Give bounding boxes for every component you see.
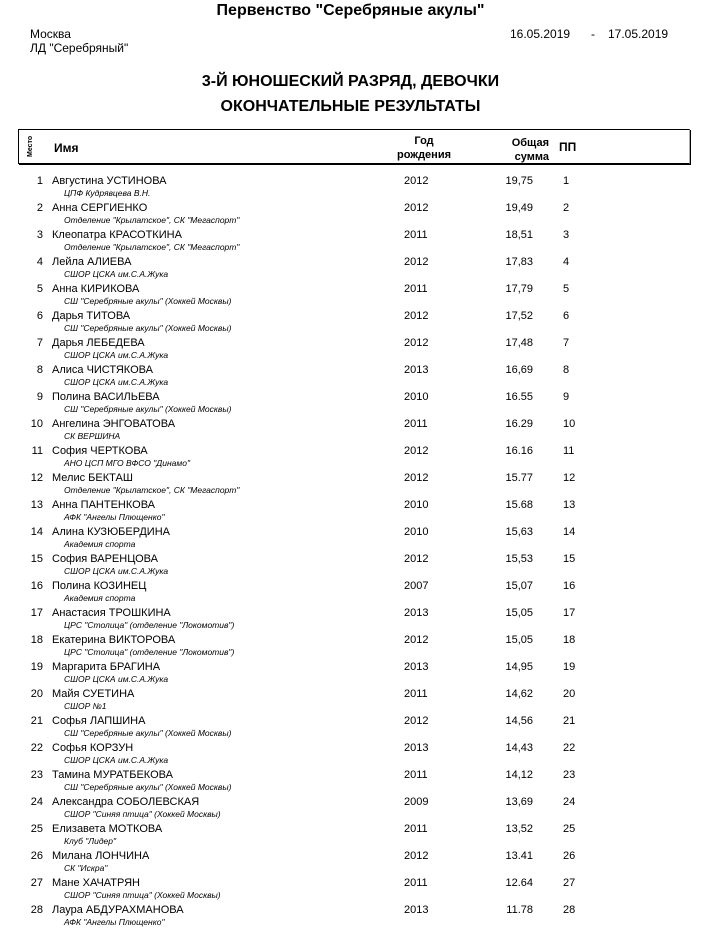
row-skater-name: Милана ЛОНЧИНА — [52, 850, 150, 862]
row-birth-year: 2010 — [404, 499, 429, 511]
results-type-title: ОКОНЧАТЕЛЬНЫЕ РЕЗУЛЬТАТЫ — [220, 98, 481, 115]
row-club: АФК "Ангелы Плющенко" — [64, 917, 165, 927]
row-birth-year: 2010 — [404, 526, 429, 538]
row-birth-year: 2012 — [404, 445, 429, 457]
row-birth-year: 2013 — [404, 904, 429, 916]
table-row — [0, 634, 701, 661]
date-from: 16.05.2019 — [510, 27, 571, 41]
table-row — [0, 877, 701, 904]
row-club: Клуб "Лидер" — [64, 836, 117, 846]
row-skater-name: Алина КУЗЮБЕРДИНА — [52, 526, 170, 538]
row-club: ЦПФ Кудрявцева В.Н. — [64, 188, 151, 198]
row-total-score: 17,48 — [505, 337, 533, 349]
row-rank: 10 — [30, 418, 43, 430]
category-title: 3-Й ЮНОШЕСКИЙ РАЗРЯД, ДЕВОЧКИ — [201, 73, 500, 90]
table-row — [0, 850, 701, 877]
event-title: Первенство "Серебряные акулы" — [216, 2, 485, 19]
row-club: ЦРС "Столица" (отделение "Локомотив") — [64, 620, 235, 630]
row-birth-year: 2013 — [404, 661, 429, 673]
table-row — [0, 769, 701, 796]
row-pp: 3 — [563, 229, 570, 241]
column-header-place: Место — [27, 135, 34, 158]
row-club: Отделение "Крылатское", СК "Мегаспорт" — [64, 215, 240, 225]
row-club: СШОР "Синяя птица" (Хоккей Москвы) — [64, 890, 221, 900]
table-row — [0, 526, 701, 553]
row-club: СК ВЕРШИНА — [64, 431, 121, 441]
row-birth-year: 2013 — [404, 742, 429, 754]
row-club: СК "Искра" — [64, 863, 108, 873]
row-total-score: 16.16 — [505, 445, 533, 457]
row-total-score: 14,95 — [505, 661, 533, 673]
row-total-score: 14,43 — [505, 742, 533, 754]
row-skater-name: София ЧЕРТКОВА — [52, 445, 148, 457]
column-header-name: Имя — [54, 141, 79, 155]
row-skater-name: София ВАРЕНЦОВА — [52, 553, 158, 565]
row-birth-year: 2012 — [404, 472, 429, 484]
row-rank: 9 — [36, 391, 43, 403]
row-skater-name: Мане ХАЧАТРЯН — [52, 877, 140, 889]
row-birth-year: 2012 — [404, 715, 429, 727]
table-row — [0, 499, 701, 526]
row-rank: 17 — [30, 607, 43, 619]
table-header — [18, 129, 690, 164]
table-row — [0, 283, 701, 310]
table-row — [0, 607, 701, 634]
row-total-score: 15,05 — [505, 607, 533, 619]
date-to: 17.05.2019 — [608, 27, 669, 41]
row-birth-year: 2009 — [404, 796, 429, 808]
row-birth-year: 2012 — [404, 256, 429, 268]
table-row — [0, 418, 701, 445]
row-total-score: 15,07 — [505, 580, 533, 592]
row-club: Академия спорта — [64, 539, 136, 549]
row-rank: 22 — [30, 742, 43, 754]
row-club: СШ "Серебряные акулы" (Хоккей Москвы) — [64, 296, 232, 306]
row-pp: 9 — [563, 391, 570, 403]
table-row — [0, 229, 701, 256]
row-pp: 21 — [563, 715, 576, 727]
row-total-score: 17,79 — [505, 283, 533, 295]
row-birth-year: 2011 — [404, 823, 428, 835]
row-rank: 2 — [36, 202, 43, 214]
table-row — [0, 202, 701, 229]
row-birth-year: 2010 — [404, 391, 429, 403]
row-skater-name: Ангелина ЭНГОВАТОВА — [52, 418, 176, 430]
row-total-score: 12.64 — [505, 877, 533, 889]
table-row — [0, 580, 701, 607]
row-rank: 25 — [30, 823, 43, 835]
row-pp: 25 — [563, 823, 576, 835]
row-skater-name: Анна ПАНТЕНКОВА — [52, 499, 155, 511]
row-club: СШОР ЦСКА им.С.А.Жука — [64, 350, 169, 360]
row-total-score: 13.41 — [505, 850, 533, 862]
row-birth-year: 2011 — [404, 229, 428, 241]
row-rank: 20 — [30, 688, 43, 700]
row-pp: 17 — [563, 607, 576, 619]
row-pp: 8 — [563, 364, 570, 376]
row-rank: 7 — [36, 337, 43, 349]
row-total-score: 19,49 — [505, 202, 533, 214]
row-skater-name: Александра СОБОЛЕВСКАЯ — [52, 796, 200, 808]
row-club: СШ "Серебряные акулы" (Хоккей Москвы) — [64, 404, 232, 414]
row-skater-name: Лейла АЛИЕВА — [52, 256, 132, 268]
row-birth-year: 2012 — [404, 310, 429, 322]
row-rank: 15 — [30, 553, 43, 565]
row-club: Отделение "Крылатское", СК "Мегаспорт" — [64, 485, 240, 495]
row-pp: 28 — [563, 904, 576, 916]
row-rank: 21 — [30, 715, 43, 727]
row-rank: 13 — [30, 499, 43, 511]
row-pp: 18 — [563, 634, 576, 646]
column-header-birth-year-line2: рождения — [396, 149, 452, 161]
column-header-total-line1: Общая — [511, 137, 549, 149]
table-row — [0, 364, 701, 391]
row-pp: 23 — [563, 769, 576, 781]
row-skater-name: Маргарита БРАГИНА — [52, 661, 161, 673]
row-club: АФК "Ангелы Плющенко" — [64, 512, 165, 522]
row-pp: 10 — [563, 418, 576, 430]
table-row — [0, 661, 701, 688]
table-row — [0, 310, 701, 337]
row-total-score: 14,56 — [505, 715, 533, 727]
row-skater-name: Софья ЛАПШИНА — [52, 715, 146, 727]
row-birth-year: 2012 — [404, 634, 429, 646]
row-club: СШ "Серебряные акулы" (Хоккей Москвы) — [64, 323, 232, 333]
row-pp: 13 — [563, 499, 576, 511]
row-club: СШОР ЦСКА им.С.А.Жука — [64, 566, 169, 576]
table-row — [0, 175, 701, 202]
row-club: АНО ЦСП МГО ВФСО "Динамо" — [64, 458, 190, 468]
row-rank: 18 — [30, 634, 43, 646]
table-row — [0, 337, 701, 364]
row-rank: 5 — [36, 283, 43, 295]
row-birth-year: 2012 — [404, 553, 429, 565]
table-row — [0, 742, 701, 769]
row-skater-name: Дарья ТИТОВА — [52, 310, 131, 322]
row-club: СШОР "Синяя птица" (Хоккей Москвы) — [64, 809, 221, 819]
row-skater-name: Елизавета МОТКОВА — [52, 823, 163, 835]
table-row — [0, 553, 701, 580]
row-skater-name: Полина ВАСИЛЬЕВА — [52, 391, 160, 403]
row-club: СШОР ЦСКА им.С.А.Жука — [64, 269, 169, 279]
row-total-score: 16.55 — [505, 391, 533, 403]
row-birth-year: 2011 — [404, 877, 428, 889]
column-header-total — [499, 136, 549, 164]
row-rank: 6 — [36, 310, 43, 322]
row-rank: 16 — [30, 580, 43, 592]
row-skater-name: Мелис БЕКТАШ — [52, 472, 133, 484]
row-skater-name: Екатерина ВИКТОРОВА — [52, 634, 176, 646]
column-header-birth-year — [389, 134, 459, 162]
row-pp: 4 — [563, 256, 570, 268]
row-pp: 2 — [563, 202, 570, 214]
row-total-score: 15.77 — [505, 472, 533, 484]
row-birth-year: 2012 — [404, 202, 429, 214]
row-rank: 27 — [30, 877, 43, 889]
column-header-total-line2: сумма — [514, 151, 549, 163]
row-total-score: 14,12 — [505, 769, 533, 781]
row-rank: 12 — [30, 472, 43, 484]
row-rank: 11 — [31, 445, 43, 457]
column-header-birth-year-line1: Год — [414, 135, 434, 147]
row-birth-year: 2011 — [404, 769, 428, 781]
row-pp: 5 — [563, 283, 570, 295]
row-skater-name: Лаура АБДУРАХМАНОВА — [52, 904, 184, 916]
row-rank: 24 — [30, 796, 43, 808]
row-rank: 19 — [30, 661, 43, 673]
row-skater-name: Анна КИРИКОВА — [52, 283, 140, 295]
row-total-score: 16.29 — [505, 418, 533, 430]
row-skater-name: Полина КОЗИНЕЦ — [52, 580, 147, 592]
row-skater-name: Клеопатра КРАСОТКИНА — [52, 229, 182, 241]
row-total-score: 17,83 — [505, 256, 533, 268]
row-skater-name: Августина УСТИНОВА — [52, 175, 167, 187]
results-table-body — [0, 175, 701, 931]
row-birth-year: 2011 — [404, 283, 428, 295]
row-pp: 1 — [563, 175, 570, 187]
row-pp: 7 — [563, 337, 570, 349]
row-skater-name: Алиса ЧИСТЯКОВА — [52, 364, 153, 376]
table-row — [0, 796, 701, 823]
table-row — [0, 688, 701, 715]
row-birth-year: 2013 — [404, 364, 429, 376]
row-pp: 24 — [563, 796, 576, 808]
table-row — [0, 391, 701, 418]
row-total-score: 13,52 — [505, 823, 533, 835]
row-total-score: 18,51 — [505, 229, 533, 241]
table-row — [0, 904, 701, 931]
row-rank: 8 — [36, 364, 43, 376]
row-birth-year: 2012 — [404, 175, 429, 187]
row-birth-year: 2013 — [404, 607, 429, 619]
row-total-score: 15,05 — [505, 634, 533, 646]
row-total-score: 19,75 — [505, 175, 533, 187]
table-row — [0, 445, 701, 472]
row-pp: 26 — [563, 850, 576, 862]
row-total-score: 17,52 — [505, 310, 533, 322]
row-club: СШОР ЦСКА им.С.А.Жука — [64, 755, 169, 765]
row-total-score: 15,63 — [505, 526, 533, 538]
row-skater-name: Анастасия ТРОШКИНА — [52, 607, 171, 619]
date-separator: - — [591, 27, 595, 41]
row-pp: 22 — [563, 742, 576, 754]
row-total-score: 15,53 — [505, 553, 533, 565]
row-rank: 26 — [30, 850, 43, 862]
row-rank: 14 — [30, 526, 43, 538]
row-club: Отделение "Крылатское", СК "Мегаспорт" — [64, 242, 240, 252]
row-pp: 6 — [563, 310, 570, 322]
table-row — [0, 823, 701, 850]
row-birth-year: 2007 — [404, 580, 429, 592]
table-row — [0, 256, 701, 283]
row-total-score: 13,69 — [505, 796, 533, 808]
row-pp: 11 — [563, 445, 575, 457]
row-total-score: 14,62 — [505, 688, 533, 700]
row-club: СШОР №1 — [64, 701, 107, 711]
row-rank: 28 — [30, 904, 43, 916]
row-club: СШОР ЦСКА им.С.А.Жука — [64, 377, 169, 387]
row-rank: 1 — [36, 175, 43, 187]
row-pp: 12 — [563, 472, 576, 484]
table-row — [0, 715, 701, 742]
row-skater-name: Тамина МУРАТБЕКОВА — [52, 769, 173, 781]
column-header-pp: ПП — [559, 140, 577, 154]
row-club: Академия спорта — [64, 593, 136, 603]
row-pp: 16 — [563, 580, 576, 592]
row-pp: 19 — [563, 661, 576, 673]
table-row — [0, 472, 701, 499]
row-rank: 3 — [36, 229, 43, 241]
row-skater-name: Дарья ЛЕБЕДЕВА — [52, 337, 145, 349]
row-total-score: 11.78 — [506, 904, 533, 916]
row-club: ЦРС "Столица" (отделение "Локомотив") — [64, 647, 235, 657]
event-venue: ЛД "Серебряный" — [30, 41, 129, 55]
event-city: Москва — [30, 27, 71, 41]
row-birth-year: 2012 — [404, 337, 429, 349]
row-pp: 27 — [563, 877, 576, 889]
row-rank: 23 — [30, 769, 43, 781]
row-club: СШ "Серебряные акулы" (Хоккей Москвы) — [64, 728, 232, 738]
row-pp: 15 — [563, 553, 576, 565]
row-birth-year: 2012 — [404, 850, 429, 862]
row-club: СШОР ЦСКА им.С.А.Жука — [64, 674, 169, 684]
row-total-score: 16,69 — [505, 364, 533, 376]
row-total-score: 15.68 — [505, 499, 533, 511]
row-skater-name: Майя СУЕТИНА — [52, 688, 135, 700]
row-club: СШ "Серебряные акулы" (Хоккей Москвы) — [64, 782, 232, 792]
row-birth-year: 2011 — [404, 418, 428, 430]
row-skater-name: Анна СЕРГИЕНКО — [52, 202, 148, 214]
row-birth-year: 2011 — [404, 688, 428, 700]
row-pp: 20 — [563, 688, 576, 700]
row-skater-name: Софья КОРЗУН — [52, 742, 134, 754]
row-rank: 4 — [36, 256, 43, 268]
row-pp: 14 — [563, 526, 576, 538]
